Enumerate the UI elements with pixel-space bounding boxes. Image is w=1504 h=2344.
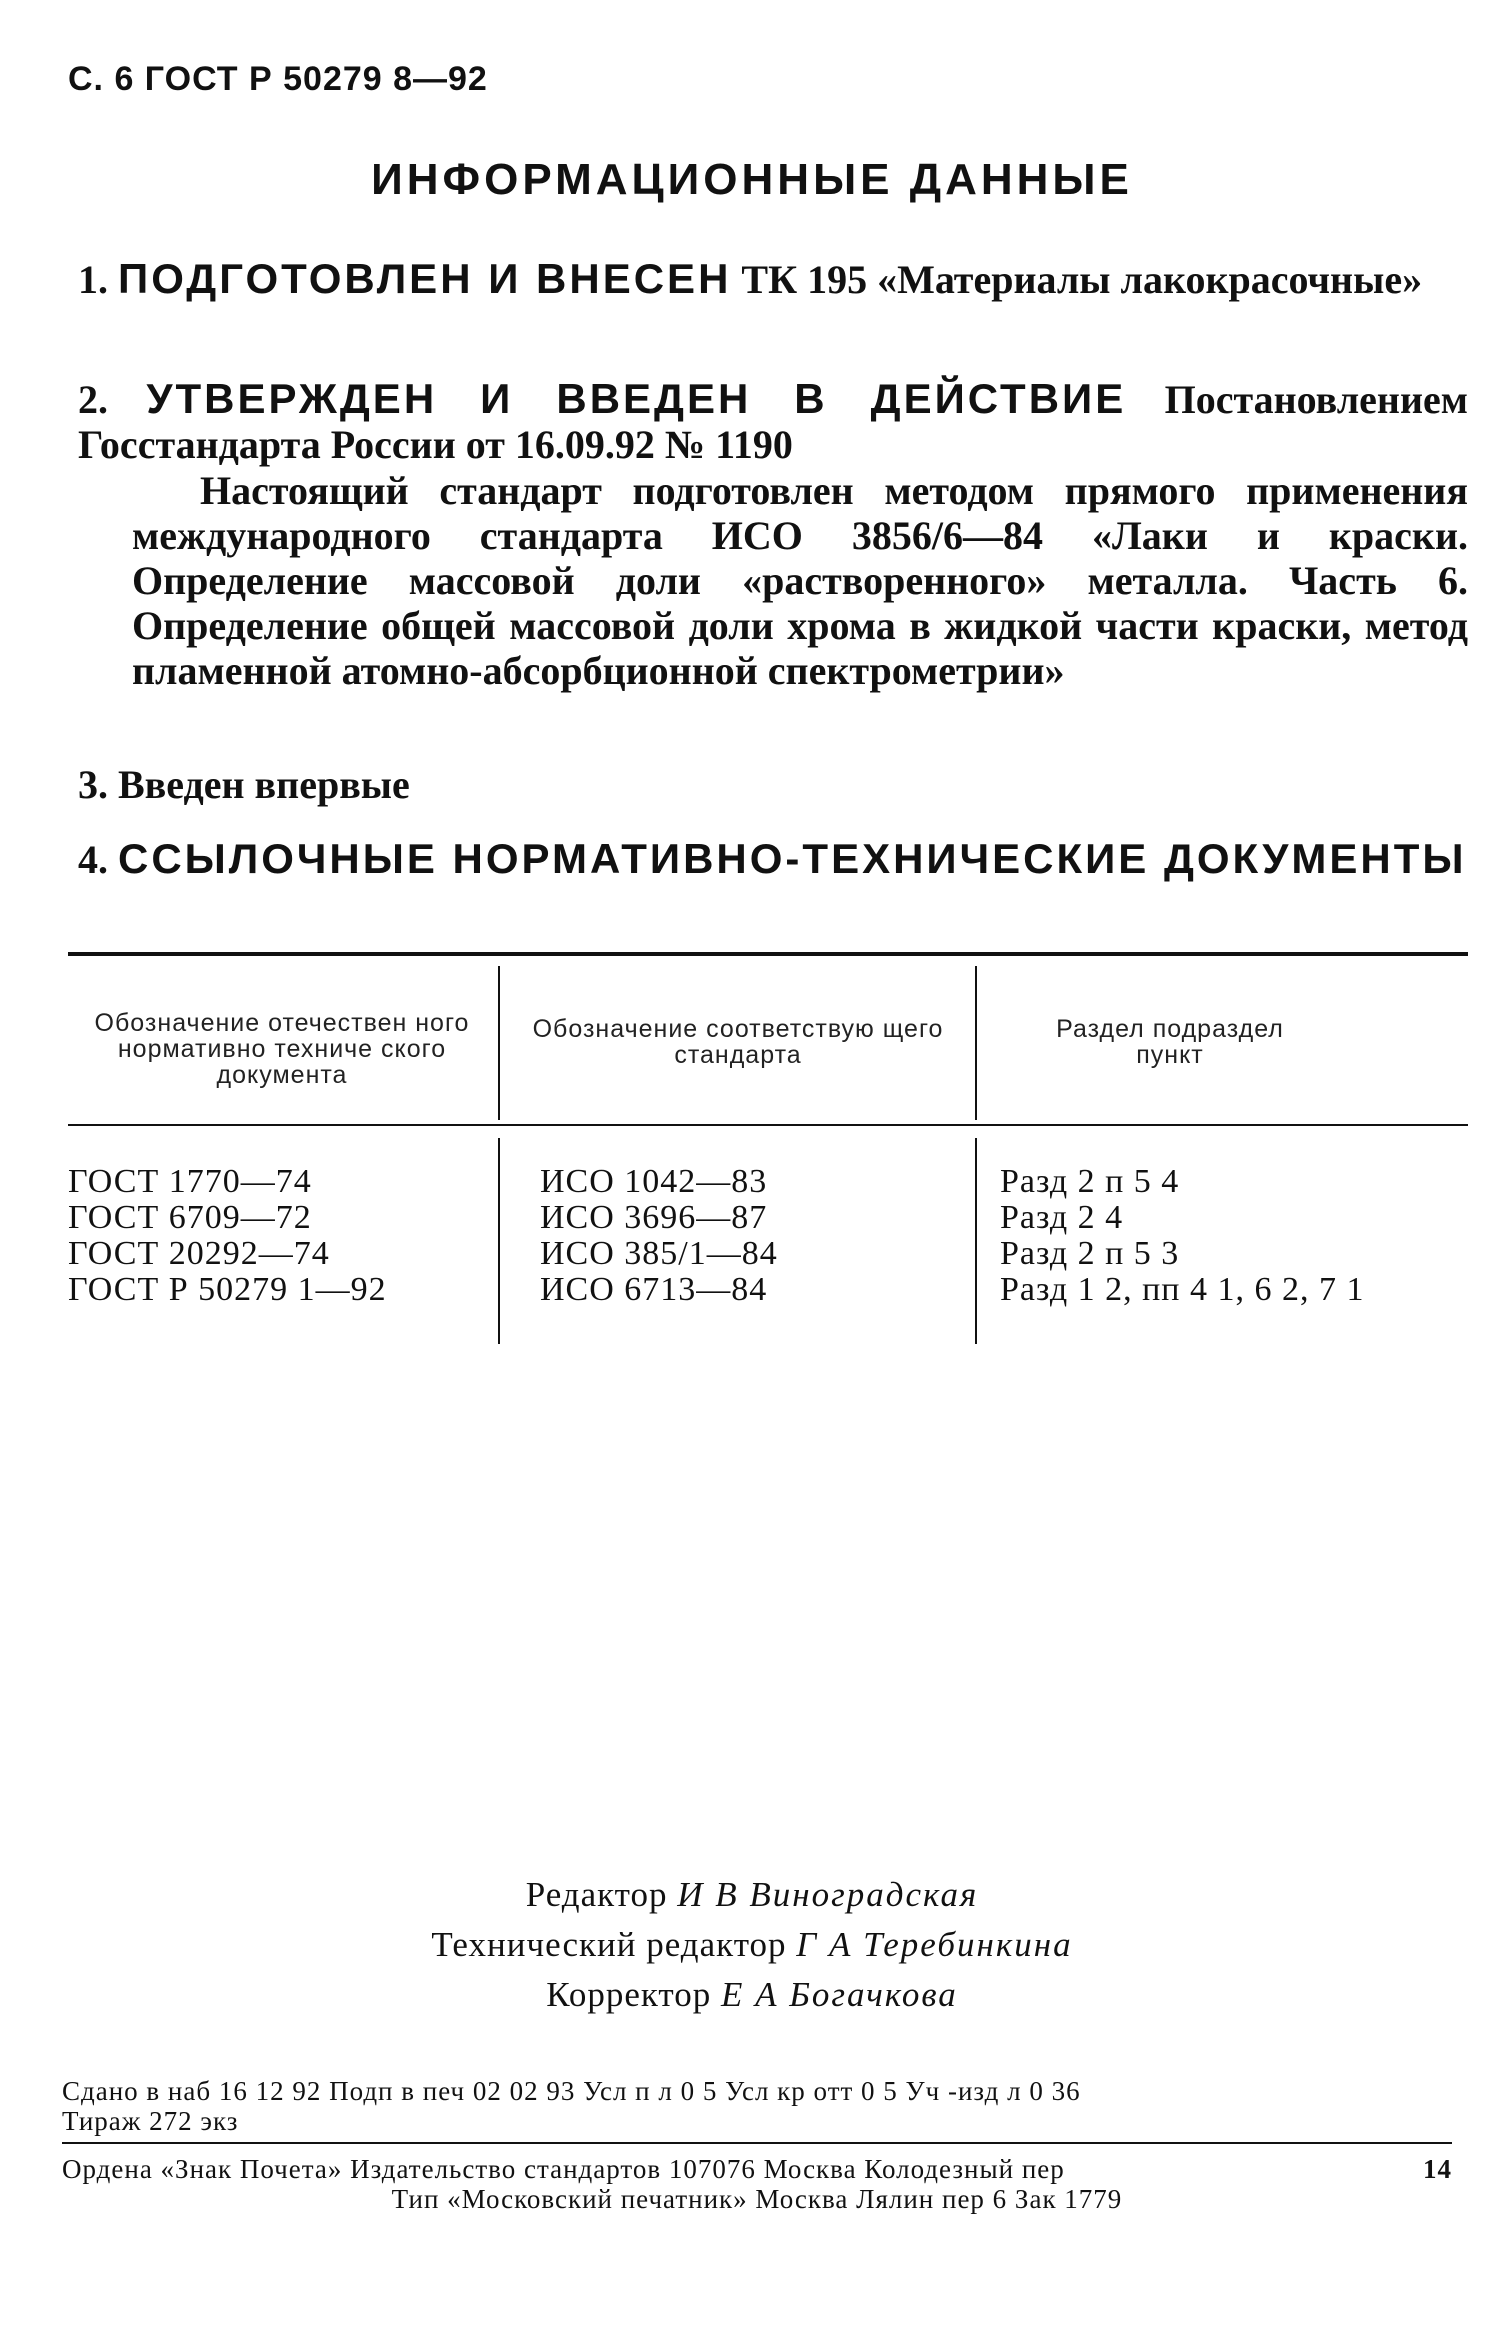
item-1-number: 1. [78, 257, 108, 302]
page-header: С. 6 ГОСТ Р 50279 8—92 [68, 60, 488, 98]
table-header-col2: Обозначение соответствую щего стандарта [532, 1015, 944, 1069]
table-cell: ИСО 6713—84 [540, 1271, 768, 1308]
item-2 [78, 376, 1468, 467]
table-body-divider-1 [498, 1138, 500, 1344]
credit-editor-name: И В Виноградская [677, 1875, 979, 1914]
imprint-line-2: Тираж 272 экз [62, 2106, 239, 2136]
document-title: ИНФОРМАЦИОННЫЕ ДАННЫЕ [371, 155, 1133, 204]
item-3 [78, 762, 1468, 807]
credit-tech-label: Технический редактор [431, 1925, 787, 1964]
table-body-divider-2 [975, 1138, 977, 1344]
table-col-international [540, 1164, 778, 1308]
table-col-national [68, 1164, 387, 1308]
table-top-rule [68, 952, 1468, 956]
item-1-heading: ПОДГОТОВЛЕН И ВНЕСЕН [118, 255, 732, 302]
imprint [62, 2076, 1081, 2136]
footer-publisher: Ордена «Знак Почета» Издательство стандартов 107076 Москва Колодезный пер [62, 2154, 1065, 2184]
footer-line-2: Тип «Московский печатник» Москва Лялин пер 6 Зак 1779 [391, 2184, 1123, 2214]
table-cell: ГОСТ 1770—74 [68, 1163, 312, 1200]
table-cell: ГОСТ 20292—74 [68, 1235, 330, 1272]
table-cell: Разд 2 п 5 4 [1000, 1163, 1180, 1200]
credit-corr-name: Е А Богачкова [720, 1975, 958, 2014]
item-3-text: Введен впервые [118, 762, 410, 807]
table-cell: ГОСТ Р 50279 1—92 [68, 1271, 387, 1308]
item-1-text: ТК 195 «Материалы лакокрасочные» [741, 257, 1423, 302]
credit-editor [0, 1870, 1504, 1920]
footer-rule [62, 2142, 1452, 2144]
credit-corrector [0, 1970, 1504, 2020]
table-cell: ГОСТ 6709—72 [68, 1199, 312, 1236]
table-header-divider-1 [498, 966, 500, 1120]
page-number: 14 [1423, 2154, 1452, 2184]
credit-corr-label: Корректор [546, 1975, 712, 2014]
item-2-paragraph: Настоящий стандарт подготовлен методом прямого применения международного стандарта ИСО 3856/6—84 «Лаки и краски. Определение массовой доли «растворенного» металла. Часть 6. Определение общей массовой доли хрома в жидкой части краски, метод пламенной атомно-абсорбционной спектрометрии» [132, 468, 1468, 693]
item-3-number: 3. [78, 762, 108, 807]
table-col-section [1000, 1164, 1365, 1308]
credits [0, 1870, 1504, 2020]
item-1 [78, 256, 1468, 302]
table-header-col3: Раздел подраздел пункт [1056, 1015, 1284, 1069]
item-4 [78, 836, 1468, 882]
item-4-heading: ССЫЛОЧНЫЕ НОРМАТИВНО-ТЕХНИЧЕСКИЕ ДОКУМЕНТЫ [118, 835, 1467, 882]
imprint-line-1: Сдано в наб 16 12 92 Подп в печ 02 02 93 Усл п л 0 5 Усл кр отт 0 5 Уч -изд л 0 36 [62, 2076, 1081, 2106]
table-cell: ИСО 3696—87 [540, 1199, 768, 1236]
table-cell: Разд 2 4 [1000, 1199, 1124, 1236]
credit-editor-label: Редактор [525, 1875, 668, 1914]
table-cell: ИСО 1042—83 [540, 1163, 768, 1200]
table-cell: Разд 1 2, пп 4 1, 6 2, 7 1 [1000, 1271, 1365, 1308]
item-2-text: Постановлением Госстандарта России от 16.09.92 № 1190 [78, 377, 1469, 467]
credit-tech-name: Г А Теребинкина [796, 1925, 1073, 1964]
footer [62, 2154, 1452, 2214]
item-2-number: 2. [78, 377, 108, 422]
item-4-number: 4. [78, 837, 108, 882]
table-header-rule [68, 1124, 1468, 1126]
credit-tech-editor [0, 1920, 1504, 1970]
table-header-divider-2 [975, 966, 977, 1120]
table-cell: ИСО 385/1—84 [540, 1235, 778, 1272]
table-header-col1: Обозначение отечествен ного нормативно техниче ского документа [94, 1009, 470, 1089]
table-cell: Разд 2 п 5 3 [1000, 1235, 1180, 1272]
item-2-heading: УТВЕРЖДЕН И ВВЕДЕН В ДЕЙСТВИЕ [146, 375, 1127, 422]
footer-line-1 [62, 2154, 1452, 2184]
